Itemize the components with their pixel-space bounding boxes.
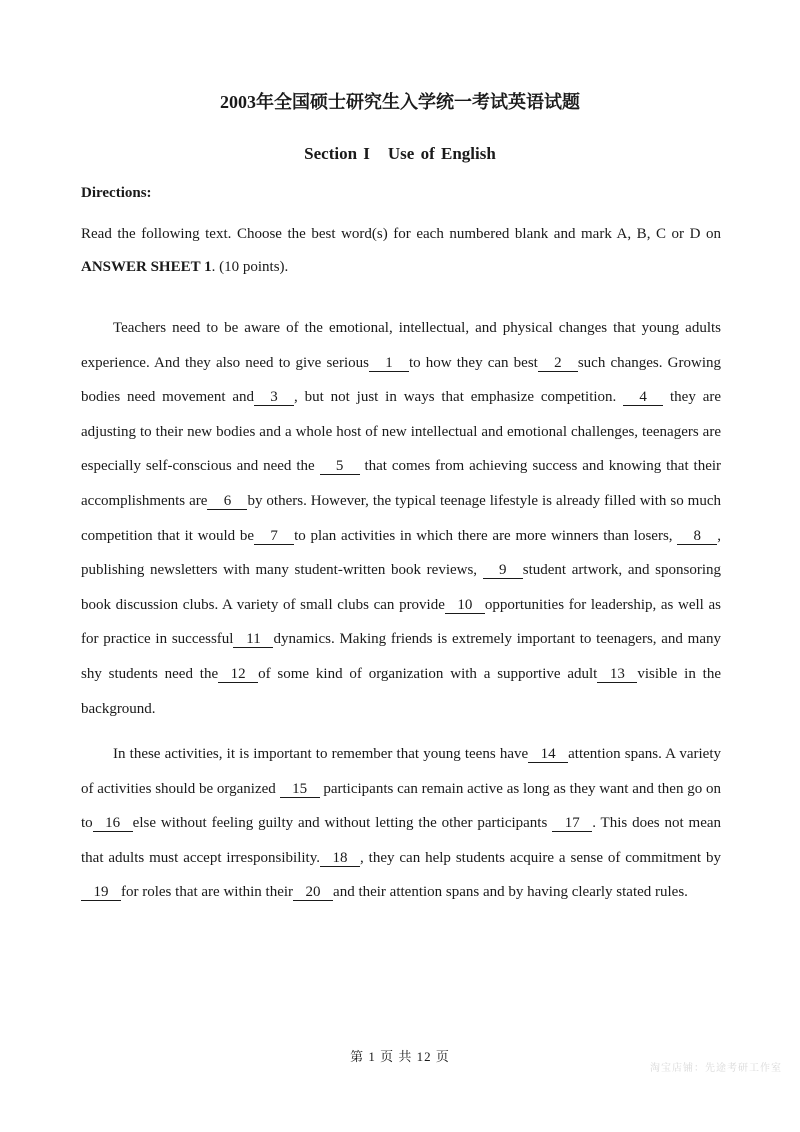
passage-text: participants can remain active as long as they want and then go on to: [81, 780, 722, 832]
blank-19: 19: [81, 884, 121, 901]
passage-text: Teachers need to be aware of the emotional, intellectual, and physical changes that young adults experience. And they also need to give serious: [81, 320, 721, 371]
passage-text: visible in the background.: [81, 665, 721, 717]
blank-7: 7: [254, 528, 294, 545]
directions-text-part2: . (10 points).: [211, 259, 289, 275]
blank-6: 6: [207, 493, 247, 510]
page-number: 第 1 页 共 12 页: [350, 1049, 450, 1064]
passage-text: . This does not mean that adults must accept irresponsibility.: [81, 815, 722, 866]
blank-12: 12: [218, 666, 258, 683]
blank-20: 20: [293, 884, 333, 901]
passage-text: opportunities for leadership, as well as for practice in successful: [81, 596, 722, 648]
passage-text: such changes. Growing bodies need movement and: [81, 354, 721, 406]
passage-text: to how they can best: [408, 354, 538, 371]
passage-text: , they can help students acquire a sense of commitment by: [360, 849, 721, 866]
blank-16: 16: [93, 815, 133, 832]
answer-sheet-label: ANSWER SHEET 1: [81, 259, 212, 275]
passage-text: , but not just in ways that emphasize competition.: [294, 389, 617, 406]
passage-paragraph-2: [81, 737, 721, 910]
passage-text: else without feeling guilty and without letting the other participants: [132, 815, 548, 832]
blank-10: 10: [445, 597, 485, 614]
passage-text: that comes from achieving success and knowing that their accomplishments are: [81, 458, 722, 509]
exam-title: 2003年全国硕士研究生入学统一考试英语试题: [220, 92, 580, 112]
blank-3: 3: [254, 389, 294, 406]
passage-text: to plan activities in which there are more winners than losers,: [294, 527, 673, 544]
blank-14: 14: [528, 746, 568, 763]
passage-text: student artwork, and sponsoring book discussion clubs. A variety of small clubs can provide: [81, 562, 721, 613]
passage-text: dynamics. Making friends is extremely important to teenagers, and many shy students need the: [81, 631, 721, 682]
section-name: Use of English: [387, 144, 496, 163]
directions-text-part1: Read the following text. Choose the best word(s) for each numbered blank and mark A, B, C or D on: [81, 226, 721, 242]
blank-15: 15: [280, 781, 320, 798]
passage-text: by others. However, the typical teenage lifestyle is already filled with so much competition that it would be: [81, 492, 721, 544]
passage-text: for roles that are within their: [121, 884, 294, 901]
passage-text: , publishing newsletters with many student-written book reviews,: [81, 527, 722, 579]
passage-text: and their attention spans and by having clearly stated rules.: [333, 884, 688, 901]
passage-text: In these activities, it is important to remember that young teens have: [113, 746, 529, 762]
section-heading: [0, 144, 800, 164]
section-number: Section I: [304, 144, 370, 163]
blank-4: 4: [623, 389, 663, 406]
passage-text: attention spans. A variety of activities should be organized: [81, 746, 721, 797]
blank-13: 13: [597, 666, 637, 683]
blank-18: 18: [320, 850, 360, 867]
directions-label: Directions:: [81, 185, 152, 201]
blank-17: 17: [552, 815, 592, 832]
blank-9: 9: [483, 562, 523, 579]
blank-11: 11: [233, 631, 273, 648]
blank-2: 2: [538, 355, 578, 372]
passage-paragraph-1: [81, 311, 721, 726]
blank-1: 1: [369, 355, 409, 372]
passage-text: they are adjusting to their new bodies and a whole host of new intellectual and emotional challenges, teenagers are especially self-conscious and need the: [81, 389, 722, 475]
blank-5: 5: [320, 458, 360, 475]
blank-8: 8: [677, 528, 717, 545]
watermark: 淘宝店铺：先途考研工作室: [650, 1063, 782, 1074]
passage-text: of some kind of organization with a supportive adult: [258, 665, 598, 682]
directions-text: [81, 218, 721, 284]
